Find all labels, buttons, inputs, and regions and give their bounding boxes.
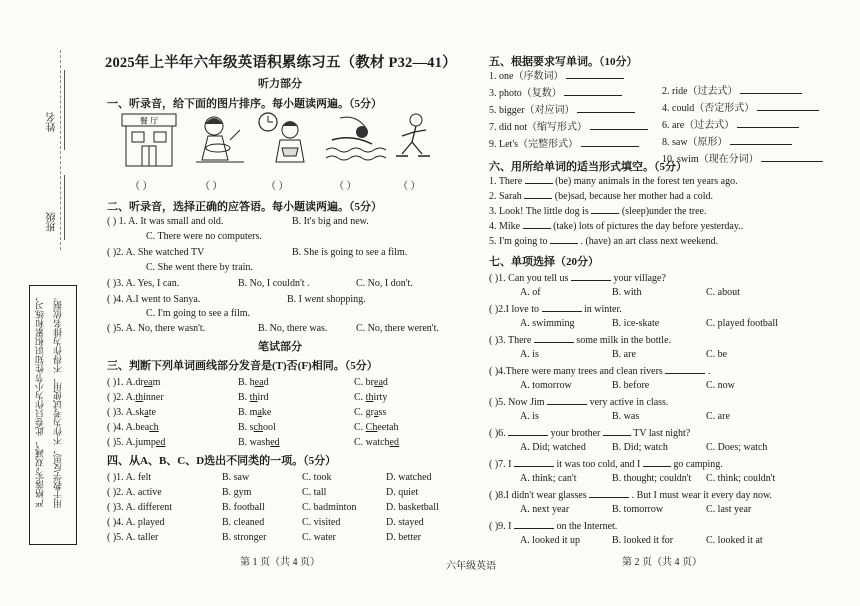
restaurant-picture — [118, 110, 180, 168]
word-part: C. watch — [354, 437, 390, 448]
pronunciation-option-b — [238, 436, 280, 449]
odd-one-out-item: ( )3. A. different — [107, 502, 173, 513]
question-text: ( )3. There — [489, 335, 532, 346]
word-form-item — [489, 120, 648, 134]
item-number: ( )3. A. — [107, 407, 136, 418]
option-c: C. She went there by train. — [146, 262, 253, 273]
word-part: m — [152, 377, 161, 388]
page-number-1: 第 1 页（共 4 页） — [240, 557, 320, 568]
odd-one-out-option: D. basketball — [386, 502, 439, 513]
pronunciation-item — [107, 391, 164, 404]
word-part: B. h — [238, 377, 255, 388]
multiple-choice-question — [489, 364, 710, 378]
question-text: in winter. — [584, 304, 622, 315]
part4-heading: 四、从A、B、C、D选出不同类的一项。（5分） — [107, 455, 337, 467]
answer-blank[interactable] — [740, 84, 802, 94]
answer-blank[interactable] — [514, 457, 554, 467]
question-text: ( )8.I didn't wear glasses — [489, 490, 587, 501]
page-title: 2025年上半年六年级英语积累练习五（教材 P32—41） — [105, 55, 457, 71]
choice-a[interactable]: A. looked it up — [520, 535, 580, 546]
word-part: eetah — [377, 422, 399, 433]
word-part: B. s — [238, 422, 254, 433]
skating-picture — [386, 110, 440, 168]
part3-heading: 三、判断下列单词画线部分发音是(T)否(F)相同。（5分） — [107, 360, 378, 372]
underlined-letters: ed — [270, 437, 280, 448]
pronunciation-item — [107, 436, 165, 449]
choice-a[interactable]: A. is — [520, 411, 539, 422]
odd-one-out-option: C. visited — [302, 517, 341, 528]
section-listening: 听力部分 — [258, 78, 302, 90]
sentence-start: 2. Sarah — [489, 191, 522, 202]
question-item: ( ) 1. A. It was small and old. — [107, 216, 224, 227]
option-c: C. No, there weren't. — [356, 323, 439, 334]
underlined-letters: ch — [253, 422, 264, 433]
underlined-letters: th — [365, 392, 374, 403]
choice-a[interactable]: A. swimming — [520, 318, 575, 329]
word-form-item — [489, 103, 635, 117]
sentence-end: (be)sad, because her mother had a cold. — [554, 191, 714, 202]
pronunciation-option-b — [238, 391, 269, 404]
choice-b[interactable]: B. looked it for — [612, 535, 674, 546]
multiple-choice-question — [489, 302, 622, 316]
pronunciation-option-c — [354, 406, 386, 419]
word-part: C. — [354, 422, 366, 433]
name-label: 姓名 — [47, 112, 58, 132]
answer-blank[interactable] — [665, 364, 705, 374]
question-text: . But I must wear it every day now. — [631, 490, 773, 501]
eating-picture — [188, 110, 252, 168]
multiple-choice-question — [489, 426, 690, 440]
page-number-2: 第 2 页（共 4 页） — [622, 557, 702, 568]
underlined-letters: ch — [149, 422, 159, 433]
word-form-item — [489, 137, 639, 151]
option-c: C. There were no computers. — [146, 231, 262, 242]
sentence-end: (sleep)under the tree. — [621, 206, 707, 217]
question-text: go camping. — [673, 459, 723, 470]
odd-one-out-option: B. stronger — [222, 532, 267, 543]
odd-one-out-option: D. better — [386, 532, 421, 543]
underlined-letters: ed — [389, 437, 399, 448]
choice-b[interactable]: B. was — [612, 411, 640, 422]
part6-heading: 六、用所给单词的适当形式填空。（5分） — [489, 161, 687, 173]
fill-in-item — [489, 234, 718, 248]
word-form-prompt: 6. are（过去式） — [662, 120, 735, 131]
choice-c[interactable]: C. Does; watch — [706, 442, 768, 453]
pronunciation-option-b — [238, 376, 269, 389]
question-item: ( )2. A. She watched TV — [107, 247, 205, 258]
word-part: dr — [135, 377, 144, 388]
word-part: B. — [238, 392, 250, 403]
word-part: ss — [378, 407, 387, 418]
item-number: ( )4. A. — [107, 422, 136, 433]
answer-bracket[interactable]: （ ） — [266, 181, 289, 192]
odd-one-out-option: D. watched — [386, 472, 432, 483]
choice-a[interactable]: A. next year — [520, 504, 570, 515]
word-part: inner — [143, 392, 164, 403]
notice-line-2: 用于教学反思，不作为考试使用，不得作为排名依据。 — [53, 292, 63, 508]
question-item: ( )3. A. Yes, I can. — [107, 278, 180, 289]
choice-c[interactable]: C. about — [706, 287, 740, 298]
question-text: ( )7. I — [489, 459, 512, 470]
sentence-end: . (have) an art class next weekend. — [580, 236, 719, 247]
question-text: ( )6. — [489, 428, 506, 439]
option-b: B. She is going to see a film. — [292, 247, 408, 258]
choice-c[interactable]: C. played football — [706, 318, 778, 329]
pronunciation-item — [107, 376, 160, 389]
answer-blank[interactable] — [564, 86, 622, 96]
odd-one-out-item: ( )1. A. felt — [107, 472, 152, 483]
word-part: jump — [135, 437, 156, 448]
answer-bracket[interactable]: （ ） — [200, 181, 223, 192]
question-text: . — [707, 366, 711, 377]
answer-bracket[interactable]: （ ） — [130, 181, 153, 192]
multiple-choice-question — [489, 395, 668, 409]
option-b: B. It's big and new. — [292, 216, 369, 227]
answer-blank[interactable] — [590, 120, 648, 130]
word-part: C. gr — [354, 407, 374, 418]
pronunciation-item — [107, 406, 156, 419]
answer-bracket[interactable]: （ ） — [398, 181, 421, 192]
word-form-item — [489, 69, 624, 83]
word-form-prompt: 10. swim（现在分词） — [662, 154, 759, 165]
underlined-letters: a — [374, 407, 379, 418]
odd-one-out-option: C. water — [302, 532, 336, 543]
word-part: sk — [135, 407, 145, 418]
choice-a[interactable]: A. is — [520, 349, 539, 360]
answer-bracket[interactable]: （ ） — [334, 181, 357, 192]
choice-a[interactable]: A. tomorrow — [520, 380, 572, 391]
odd-one-out-option: D. quiet — [386, 487, 419, 498]
underlined-letters: Ch — [365, 422, 378, 433]
answer-blank[interactable] — [571, 271, 611, 281]
choice-b[interactable]: B. ice-skate — [612, 318, 660, 329]
underlined-letters: ea — [143, 377, 153, 388]
word-part: irty — [373, 392, 388, 403]
answer-blank[interactable] — [534, 333, 574, 343]
word-part: ool — [263, 422, 276, 433]
item-number: ( )2. A. — [107, 392, 136, 403]
multiple-choice-question — [489, 457, 723, 471]
choice-c[interactable]: C. now — [706, 380, 735, 391]
odd-one-out-option: B. saw — [222, 472, 250, 483]
underlined-letters: ea — [374, 377, 383, 388]
question-text: ( )4.There were many trees and clean rivers — [489, 366, 663, 377]
question-text: your village? — [613, 273, 666, 284]
odd-one-out-option: C. badminton — [302, 502, 357, 513]
fill-in-item — [489, 204, 707, 218]
answer-blank[interactable] — [581, 137, 639, 147]
word-form-prompt: 4. could（否定形式） — [662, 103, 755, 114]
item-number: ( )1. A. — [107, 377, 136, 388]
section-written: 笔试部分 — [258, 341, 302, 353]
sentence-end: (take) lots of pictures the day before yesterday.. — [553, 221, 744, 232]
word-form-prompt: 1. one（序数词） — [489, 71, 564, 82]
option-c: C. No, I don't. — [356, 278, 413, 289]
choice-a[interactable]: A. of — [520, 287, 541, 298]
answer-blank[interactable] — [730, 135, 792, 145]
sentence-start: 5. I'm going to — [489, 236, 548, 247]
answer-blank[interactable] — [643, 457, 671, 467]
multiple-choice-question — [489, 488, 772, 502]
answer-blank[interactable] — [761, 152, 823, 162]
question-text: ( )2.I love to — [489, 304, 539, 315]
word-form-prompt: 9. Let's（完整形式） — [489, 139, 579, 150]
question-text: your brother — [550, 428, 601, 439]
class-field[interactable] — [64, 175, 66, 240]
question-text: ( )1. Can you tell us — [489, 273, 569, 284]
odd-one-out-option: B. gym — [222, 487, 252, 498]
clock-reading-picture — [254, 110, 318, 168]
word-part: C. br — [354, 377, 374, 388]
binding-line — [60, 50, 62, 250]
sentence-end: (be) many animals in the forest ten years ago. — [555, 176, 738, 187]
fill-in-item — [489, 174, 738, 188]
choice-a[interactable]: A. Did; watched — [520, 442, 586, 453]
word-form-item — [662, 118, 799, 132]
option-b: B. No, I couldn't . — [238, 278, 310, 289]
sentence-start: 1. There — [489, 176, 523, 187]
answer-blank[interactable] — [737, 118, 799, 128]
word-part: B. wash — [238, 437, 271, 448]
part2-heading: 二、听录音，选择正确的应答语。每小题读两遍。（5分） — [107, 201, 382, 213]
odd-one-out-option: B. football — [222, 502, 265, 513]
answer-blank[interactable] — [542, 302, 582, 312]
odd-one-out-option: C. took — [302, 472, 332, 483]
odd-one-out-item: ( )4. A. played — [107, 517, 165, 528]
choice-c[interactable]: C. think; couldn't — [706, 473, 776, 484]
part5-heading: 五、根据要求写单词。（10分） — [489, 56, 638, 68]
question-item: ( )5. A. No, there wasn't. — [107, 323, 206, 334]
subject-label: 六年级英语 — [446, 561, 496, 572]
choice-b[interactable]: B. are — [612, 349, 636, 360]
underlined-letters: a — [257, 407, 262, 418]
choice-c[interactable]: C. looked it at — [706, 535, 763, 546]
multiple-choice-question — [489, 519, 617, 533]
option-b: B. I went shopping. — [287, 294, 366, 305]
pronunciation-option-c — [354, 391, 387, 404]
choice-b[interactable]: B. with — [612, 287, 642, 298]
question-text: it was too cold, and I — [556, 459, 641, 470]
word-form-prompt: 8. saw（原形） — [662, 137, 728, 148]
answer-blank[interactable] — [524, 189, 552, 199]
answer-blank[interactable] — [591, 204, 619, 214]
choice-b[interactable]: B. tomorrow — [612, 504, 664, 515]
word-form-item — [489, 86, 622, 100]
answer-blank[interactable] — [566, 69, 624, 79]
question-text: some milk in the bottle. — [576, 335, 672, 346]
word-form-item — [662, 101, 819, 115]
choice-c[interactable]: C. are — [706, 411, 730, 422]
multiple-choice-question — [489, 333, 671, 347]
item-number: ( )5. A. — [107, 437, 136, 448]
word-part: te — [148, 407, 156, 418]
word-form-item — [662, 135, 792, 149]
answer-blank[interactable] — [589, 488, 629, 498]
question-text: ( )5. Now Jim — [489, 397, 545, 408]
word-part: d — [263, 377, 269, 388]
underlined-letters: th — [135, 392, 144, 403]
word-part: B. m — [238, 407, 258, 418]
answer-blank[interactable] — [550, 234, 578, 244]
word-form-prompt: 3. photo（复数） — [489, 88, 562, 99]
underlined-letters: th — [249, 392, 258, 403]
swimming-picture — [322, 110, 386, 168]
pronunciation-option-c — [354, 436, 399, 449]
answer-blank[interactable] — [514, 519, 554, 529]
word-form-prompt: 2. ride（过去式） — [662, 86, 738, 97]
word-part: bea — [135, 422, 150, 433]
option-c: C. I'm going to see a film. — [146, 308, 251, 319]
notice-line-1: 严格落实“双减”，此卷只作为小节性知识积累和练习， — [35, 292, 45, 507]
answer-blank[interactable] — [757, 101, 819, 111]
pronunciation-option-c — [354, 376, 388, 389]
name-field[interactable] — [64, 70, 66, 150]
word-form-prompt: 5. bigger（对应词） — [489, 105, 575, 116]
underlined-letters: ea — [254, 377, 264, 388]
choice-c[interactable]: C. last year — [706, 504, 752, 515]
sentence-start: 3. Look! The little dog is — [489, 206, 589, 217]
odd-one-out-item: ( )2. A. active — [107, 487, 162, 498]
fill-in-item — [489, 189, 713, 203]
option-b: B. No, there was. — [258, 323, 328, 334]
class-label: 班级 — [47, 212, 58, 232]
fill-in-item — [489, 219, 743, 233]
word-part: C. — [354, 392, 366, 403]
answer-blank[interactable] — [577, 103, 635, 113]
odd-one-out-option: C. tall — [302, 487, 327, 498]
question-text: ( )9. I — [489, 521, 512, 532]
question-text: very active in class. — [589, 397, 669, 408]
question-text: on the Internet. — [556, 521, 618, 532]
word-part: d — [382, 377, 388, 388]
answer-blank[interactable] — [603, 426, 631, 436]
choice-b[interactable]: B. Did; watch — [612, 442, 668, 453]
choice-b[interactable]: B. before — [612, 380, 650, 391]
answer-blank[interactable] — [523, 219, 551, 229]
multiple-choice-question — [489, 271, 666, 285]
odd-one-out-option: D. stayed — [386, 517, 424, 528]
sentence-start: 4. Mike — [489, 221, 521, 232]
question-text: TV last night? — [633, 428, 691, 439]
underlined-letters: ed — [155, 437, 166, 448]
pronunciation-option-b — [238, 406, 271, 419]
odd-one-out-item: ( )5. A. taller — [107, 532, 159, 543]
restaurant-sign: 餐 厅 — [139, 116, 159, 126]
word-part: ird — [257, 392, 269, 403]
part7-heading: 七、单项选择（20分） — [489, 256, 599, 268]
answer-blank[interactable] — [547, 395, 587, 405]
pronunciation-item — [107, 421, 159, 434]
answer-blank[interactable] — [508, 426, 548, 436]
word-form-prompt: 7. did not（缩写形式） — [489, 122, 588, 133]
choice-b[interactable]: B. thought; couldn't — [612, 473, 692, 484]
choice-c[interactable]: C. be — [706, 349, 728, 360]
question-item: ( )4. A.I went to Sanya. — [107, 294, 201, 305]
word-form-item — [662, 152, 823, 166]
pronunciation-option-b — [238, 421, 276, 434]
odd-one-out-option: B. cleaned — [222, 517, 265, 528]
notice-box — [29, 285, 77, 545]
underlined-letters: a — [144, 407, 149, 418]
choice-a[interactable]: A. think; can't — [520, 473, 577, 484]
part1-heading: 一、听录音，给下面的图片排序。每小题读两遍。（5分） — [107, 98, 382, 110]
pronunciation-option-c — [354, 421, 398, 434]
word-form-item — [662, 84, 802, 98]
word-part: ke — [261, 407, 272, 418]
answer-blank[interactable] — [525, 174, 553, 184]
